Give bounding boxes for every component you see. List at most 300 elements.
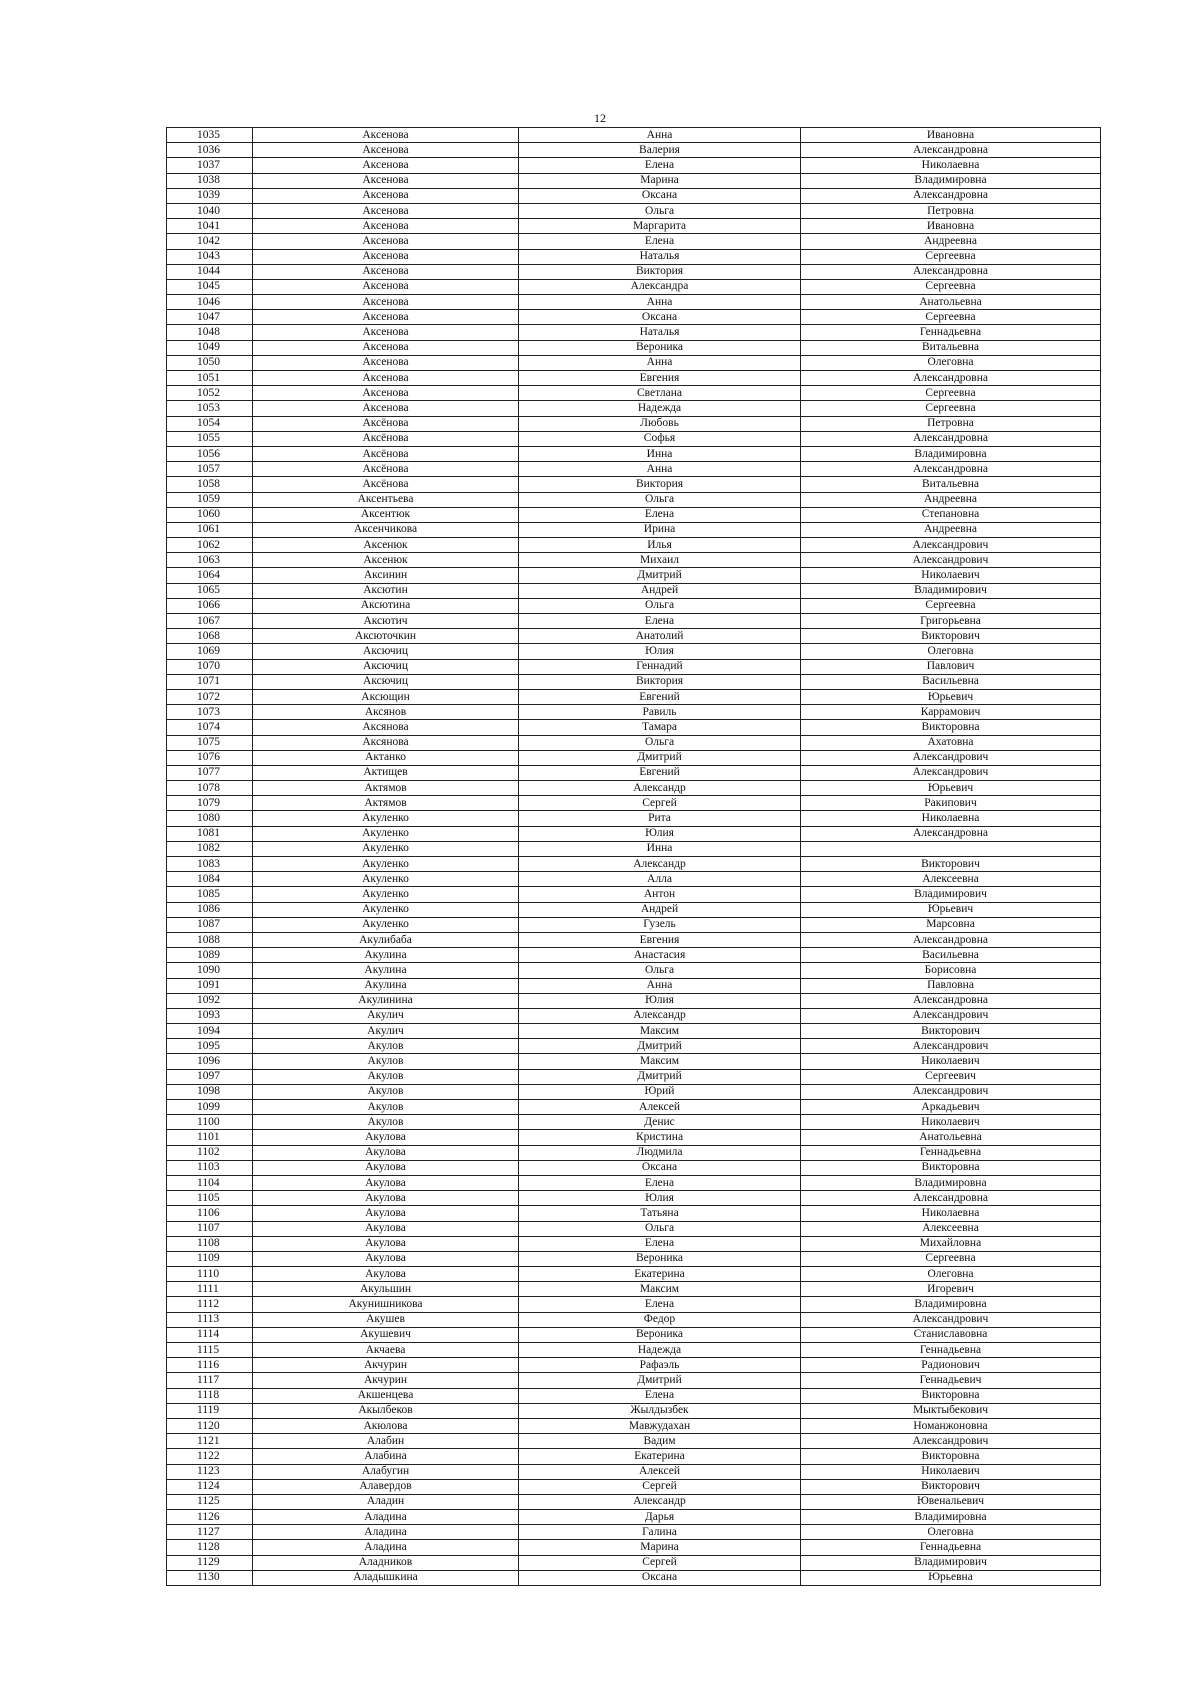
first-name-cell: Елена bbox=[519, 507, 801, 522]
surname-cell: Аладина bbox=[253, 1525, 519, 1540]
row-number-cell: 1128 bbox=[167, 1540, 253, 1555]
table-row bbox=[167, 1191, 1101, 1206]
patronymic-cell: Владимировна bbox=[801, 446, 1101, 461]
first-name-cell: Анна bbox=[519, 295, 801, 310]
surname-cell: Аксютин bbox=[253, 583, 519, 598]
table-row bbox=[167, 188, 1101, 203]
first-name-cell: Дмитрий bbox=[519, 1069, 801, 1084]
patronymic-cell: Андреевна bbox=[801, 492, 1101, 507]
first-name-cell: Инна bbox=[519, 446, 801, 461]
row-number-cell: 1046 bbox=[167, 295, 253, 310]
patronymic-cell: Игоревич bbox=[801, 1282, 1101, 1297]
table-row bbox=[167, 948, 1101, 963]
row-number-cell: 1112 bbox=[167, 1297, 253, 1312]
first-name-cell: Ольга bbox=[519, 735, 801, 750]
table-row bbox=[167, 538, 1101, 553]
surname-cell: Аксенова bbox=[253, 386, 519, 401]
table-row bbox=[167, 1251, 1101, 1266]
row-number-cell: 1127 bbox=[167, 1525, 253, 1540]
surname-cell: Акуленко bbox=[253, 872, 519, 887]
row-number-cell: 1116 bbox=[167, 1358, 253, 1373]
table-row bbox=[167, 963, 1101, 978]
table-row bbox=[167, 431, 1101, 446]
table-row bbox=[167, 1039, 1101, 1054]
patronymic-cell: Викторовна bbox=[801, 1388, 1101, 1403]
first-name-cell: Анастасия bbox=[519, 948, 801, 963]
surname-cell: Алабин bbox=[253, 1434, 519, 1449]
row-number-cell: 1065 bbox=[167, 583, 253, 598]
surname-cell: Акюлова bbox=[253, 1418, 519, 1433]
first-name-cell: Сергей bbox=[519, 1555, 801, 1570]
patronymic-cell: Владимировна bbox=[801, 173, 1101, 188]
row-number-cell: 1035 bbox=[167, 128, 253, 143]
surname-cell: Аксенова bbox=[253, 371, 519, 386]
patronymic-cell: Владимирович bbox=[801, 583, 1101, 598]
table-row bbox=[167, 993, 1101, 1008]
page-number: 12 bbox=[594, 111, 606, 125]
first-name-cell: Рита bbox=[519, 811, 801, 826]
table-row bbox=[167, 750, 1101, 765]
surname-cell: Аксенова bbox=[253, 340, 519, 355]
surname-cell: Акуленко bbox=[253, 826, 519, 841]
first-name-cell: Вероника bbox=[519, 1251, 801, 1266]
name-list-table bbox=[166, 127, 1101, 1586]
row-number-cell: 1059 bbox=[167, 492, 253, 507]
row-number-cell: 1066 bbox=[167, 598, 253, 613]
surname-cell: Акулова bbox=[253, 1175, 519, 1190]
row-number-cell: 1064 bbox=[167, 568, 253, 583]
first-name-cell: Юрий bbox=[519, 1084, 801, 1099]
first-name-cell: Александра bbox=[519, 279, 801, 294]
first-name-cell: Елена bbox=[519, 614, 801, 629]
surname-cell: Аксёнова bbox=[253, 431, 519, 446]
patronymic-cell: Юрьевич bbox=[801, 689, 1101, 704]
surname-cell: Аладников bbox=[253, 1555, 519, 1570]
patronymic-cell: Радионович bbox=[801, 1358, 1101, 1373]
surname-cell: Актанко bbox=[253, 750, 519, 765]
first-name-cell: Алла bbox=[519, 872, 801, 887]
row-number-cell: 1100 bbox=[167, 1115, 253, 1130]
row-number-cell: 1054 bbox=[167, 416, 253, 431]
surname-cell: Аксянова bbox=[253, 720, 519, 735]
surname-cell: Аксенова bbox=[253, 143, 519, 158]
table-row bbox=[167, 781, 1101, 796]
row-number-cell: 1062 bbox=[167, 538, 253, 553]
row-number-cell: 1092 bbox=[167, 993, 253, 1008]
row-number-cell: 1070 bbox=[167, 659, 253, 674]
patronymic-cell: Ахатовна bbox=[801, 735, 1101, 750]
patronymic-cell: Мыктыбекович bbox=[801, 1403, 1101, 1418]
surname-cell: Аксентьева bbox=[253, 492, 519, 507]
first-name-cell: Виктория bbox=[519, 264, 801, 279]
table-row bbox=[167, 887, 1101, 902]
surname-cell: Акулова bbox=[253, 1236, 519, 1251]
row-number-cell: 1111 bbox=[167, 1282, 253, 1297]
first-name-cell: Алексей bbox=[519, 1100, 801, 1115]
first-name-cell: Галина bbox=[519, 1525, 801, 1540]
first-name-cell: Ольга bbox=[519, 492, 801, 507]
table-row bbox=[167, 1312, 1101, 1327]
surname-cell: Аксенова bbox=[253, 249, 519, 264]
first-name-cell: Александр bbox=[519, 1008, 801, 1023]
surname-cell: Аксенова bbox=[253, 279, 519, 294]
patronymic-cell: Викторовна bbox=[801, 1160, 1101, 1175]
first-name-cell: Максим bbox=[519, 1054, 801, 1069]
name-list-body bbox=[167, 128, 1101, 1586]
first-name-cell: Алексей bbox=[519, 1464, 801, 1479]
patronymic-cell: Сергеевна bbox=[801, 279, 1101, 294]
patronymic-cell: Анатольевна bbox=[801, 295, 1101, 310]
table-row bbox=[167, 1175, 1101, 1190]
table-row bbox=[167, 492, 1101, 507]
surname-cell: Акунишникова bbox=[253, 1297, 519, 1312]
table-row bbox=[167, 978, 1101, 993]
patronymic-cell: Викторович bbox=[801, 1479, 1101, 1494]
table-row bbox=[167, 705, 1101, 720]
patronymic-cell: Викторовна bbox=[801, 720, 1101, 735]
table-row bbox=[167, 1434, 1101, 1449]
row-number-cell: 1106 bbox=[167, 1206, 253, 1221]
surname-cell: Акулова bbox=[253, 1191, 519, 1206]
patronymic-cell: Анатольевна bbox=[801, 1130, 1101, 1145]
surname-cell: Аксинин bbox=[253, 568, 519, 583]
patronymic-cell: Андреевна bbox=[801, 234, 1101, 249]
patronymic-cell: Николаевна bbox=[801, 1206, 1101, 1221]
surname-cell: Акулова bbox=[253, 1145, 519, 1160]
row-number-cell: 1109 bbox=[167, 1251, 253, 1266]
row-number-cell: 1089 bbox=[167, 948, 253, 963]
first-name-cell: Ольга bbox=[519, 1221, 801, 1236]
patronymic-cell: Викторовна bbox=[801, 1449, 1101, 1464]
first-name-cell: Наталья bbox=[519, 325, 801, 340]
table-row bbox=[167, 1221, 1101, 1236]
table-row bbox=[167, 1008, 1101, 1023]
first-name-cell: Анна bbox=[519, 978, 801, 993]
surname-cell: Аксенчикова bbox=[253, 522, 519, 537]
patronymic-cell: Сергеевна bbox=[801, 1251, 1101, 1266]
row-number-cell: 1056 bbox=[167, 446, 253, 461]
patronymic-cell: Станиславовна bbox=[801, 1327, 1101, 1342]
row-number-cell: 1036 bbox=[167, 143, 253, 158]
first-name-cell: Юлия bbox=[519, 993, 801, 1008]
table-row bbox=[167, 1069, 1101, 1084]
table-row bbox=[167, 765, 1101, 780]
first-name-cell: Антон bbox=[519, 887, 801, 902]
first-name-cell: Оксана bbox=[519, 188, 801, 203]
first-name-cell: Ольга bbox=[519, 598, 801, 613]
table-row bbox=[167, 340, 1101, 355]
table-row bbox=[167, 1024, 1101, 1039]
patronymic-cell: Александровна bbox=[801, 188, 1101, 203]
patronymic-cell: Николаевич bbox=[801, 568, 1101, 583]
surname-cell: Аксенова bbox=[253, 219, 519, 234]
first-name-cell: Александр bbox=[519, 1494, 801, 1509]
patronymic-cell: Олеговна bbox=[801, 1267, 1101, 1282]
row-number-cell: 1041 bbox=[167, 219, 253, 234]
first-name-cell: Тамара bbox=[519, 720, 801, 735]
patronymic-cell: Александровна bbox=[801, 462, 1101, 477]
patronymic-cell: Ювенальевич bbox=[801, 1494, 1101, 1509]
patronymic-cell: Сергеевна bbox=[801, 598, 1101, 613]
surname-cell: Акулов bbox=[253, 1069, 519, 1084]
patronymic-cell: Викторович bbox=[801, 857, 1101, 872]
first-name-cell: Дмитрий bbox=[519, 1373, 801, 1388]
surname-cell: Акулова bbox=[253, 1130, 519, 1145]
table-row bbox=[167, 234, 1101, 249]
row-number-cell: 1060 bbox=[167, 507, 253, 522]
patronymic-cell: Александрович bbox=[801, 1039, 1101, 1054]
patronymic-cell: Степановна bbox=[801, 507, 1101, 522]
table-row bbox=[167, 173, 1101, 188]
first-name-cell: Валерия bbox=[519, 143, 801, 158]
first-name-cell: Александр bbox=[519, 857, 801, 872]
first-name-cell: Оксана bbox=[519, 310, 801, 325]
row-number-cell: 1096 bbox=[167, 1054, 253, 1069]
first-name-cell: Светлана bbox=[519, 386, 801, 401]
table-row bbox=[167, 796, 1101, 811]
surname-cell: Акулова bbox=[253, 1160, 519, 1175]
row-number-cell: 1071 bbox=[167, 674, 253, 689]
patronymic-cell: Николаевич bbox=[801, 1464, 1101, 1479]
first-name-cell: Оксана bbox=[519, 1160, 801, 1175]
patronymic-cell: Олеговна bbox=[801, 644, 1101, 659]
row-number-cell: 1045 bbox=[167, 279, 253, 294]
first-name-cell: Илья bbox=[519, 538, 801, 553]
patronymic-cell: Александровна bbox=[801, 371, 1101, 386]
surname-cell: Аксючиц bbox=[253, 674, 519, 689]
patronymic-cell: Николаевна bbox=[801, 158, 1101, 173]
table-row bbox=[167, 128, 1101, 143]
first-name-cell: Вадим bbox=[519, 1434, 801, 1449]
first-name-cell: Анна bbox=[519, 128, 801, 143]
first-name-cell: Екатерина bbox=[519, 1267, 801, 1282]
table-row bbox=[167, 1570, 1101, 1585]
table-row bbox=[167, 1403, 1101, 1418]
surname-cell: Алабина bbox=[253, 1449, 519, 1464]
surname-cell: Аксёнова bbox=[253, 462, 519, 477]
surname-cell: Акулибаба bbox=[253, 932, 519, 947]
patronymic-cell: Владимирович bbox=[801, 1555, 1101, 1570]
first-name-cell: Евгения bbox=[519, 932, 801, 947]
patronymic-cell: Николаевич bbox=[801, 1054, 1101, 1069]
table-row bbox=[167, 811, 1101, 826]
table-row bbox=[167, 1525, 1101, 1540]
table-row bbox=[167, 553, 1101, 568]
patronymic-cell: Владимировна bbox=[801, 1297, 1101, 1312]
first-name-cell: Елена bbox=[519, 1236, 801, 1251]
first-name-cell: Оксана bbox=[519, 1570, 801, 1585]
patronymic-cell: Сергеевна bbox=[801, 401, 1101, 416]
row-number-cell: 1110 bbox=[167, 1267, 253, 1282]
patronymic-cell bbox=[801, 841, 1101, 856]
patronymic-cell: Владимировна bbox=[801, 1175, 1101, 1190]
patronymic-cell: Михайловна bbox=[801, 1236, 1101, 1251]
surname-cell: Акулина bbox=[253, 948, 519, 963]
row-number-cell: 1052 bbox=[167, 386, 253, 401]
first-name-cell: Кристина bbox=[519, 1130, 801, 1145]
first-name-cell: Маргарита bbox=[519, 219, 801, 234]
table-row bbox=[167, 264, 1101, 279]
first-name-cell: Геннадий bbox=[519, 659, 801, 674]
table-row bbox=[167, 446, 1101, 461]
table-row bbox=[167, 1282, 1101, 1297]
patronymic-cell: Ивановна bbox=[801, 219, 1101, 234]
table-row bbox=[167, 583, 1101, 598]
surname-cell: Акульшин bbox=[253, 1282, 519, 1297]
row-number-cell: 1102 bbox=[167, 1145, 253, 1160]
first-name-cell: Екатерина bbox=[519, 1449, 801, 1464]
patronymic-cell: Александрович bbox=[801, 538, 1101, 553]
surname-cell: Аксющин bbox=[253, 689, 519, 704]
table-row bbox=[167, 1464, 1101, 1479]
first-name-cell: Вероника bbox=[519, 1327, 801, 1342]
table-row bbox=[167, 1494, 1101, 1509]
row-number-cell: 1063 bbox=[167, 553, 253, 568]
patronymic-cell: Петровна bbox=[801, 203, 1101, 218]
patronymic-cell: Васильевна bbox=[801, 948, 1101, 963]
table-row bbox=[167, 416, 1101, 431]
surname-cell: Акулова bbox=[253, 1251, 519, 1266]
row-number-cell: 1088 bbox=[167, 932, 253, 947]
table-row bbox=[167, 310, 1101, 325]
patronymic-cell: Геннадьевна bbox=[801, 1145, 1101, 1160]
table-row bbox=[167, 614, 1101, 629]
row-number-cell: 1048 bbox=[167, 325, 253, 340]
first-name-cell: Михаил bbox=[519, 553, 801, 568]
table-row bbox=[167, 1540, 1101, 1555]
first-name-cell: Рафаэль bbox=[519, 1358, 801, 1373]
surname-cell: Акчурин bbox=[253, 1358, 519, 1373]
surname-cell: Аксенюк bbox=[253, 538, 519, 553]
row-number-cell: 1038 bbox=[167, 173, 253, 188]
surname-cell: Аксенюк bbox=[253, 553, 519, 568]
row-number-cell: 1095 bbox=[167, 1039, 253, 1054]
table-row bbox=[167, 1054, 1101, 1069]
patronymic-cell: Сергеевна bbox=[801, 310, 1101, 325]
row-number-cell: 1078 bbox=[167, 781, 253, 796]
surname-cell: Актищев bbox=[253, 765, 519, 780]
first-name-cell: Максим bbox=[519, 1282, 801, 1297]
first-name-cell: Дмитрий bbox=[519, 568, 801, 583]
patronymic-cell: Александровна bbox=[801, 993, 1101, 1008]
row-number-cell: 1125 bbox=[167, 1494, 253, 1509]
first-name-cell: Вероника bbox=[519, 340, 801, 355]
row-number-cell: 1123 bbox=[167, 1464, 253, 1479]
first-name-cell: Юлия bbox=[519, 1191, 801, 1206]
surname-cell: Аксенова bbox=[253, 234, 519, 249]
row-number-cell: 1091 bbox=[167, 978, 253, 993]
surname-cell: Акулич bbox=[253, 1008, 519, 1023]
row-number-cell: 1103 bbox=[167, 1160, 253, 1175]
row-number-cell: 1094 bbox=[167, 1024, 253, 1039]
surname-cell: Аксенова bbox=[253, 188, 519, 203]
first-name-cell: Мавжудахан bbox=[519, 1418, 801, 1433]
table-row bbox=[167, 674, 1101, 689]
table-row bbox=[167, 1115, 1101, 1130]
first-name-cell: Дмитрий bbox=[519, 1039, 801, 1054]
patronymic-cell: Борисовна bbox=[801, 963, 1101, 978]
table-row bbox=[167, 371, 1101, 386]
table-row bbox=[167, 1479, 1101, 1494]
first-name-cell: Елена bbox=[519, 1175, 801, 1190]
patronymic-cell: Номанжоновна bbox=[801, 1418, 1101, 1433]
table-row bbox=[167, 477, 1101, 492]
patronymic-cell: Александровна bbox=[801, 143, 1101, 158]
table-row bbox=[167, 1084, 1101, 1099]
row-number-cell: 1067 bbox=[167, 614, 253, 629]
first-name-cell: Евгения bbox=[519, 371, 801, 386]
row-number-cell: 1044 bbox=[167, 264, 253, 279]
table-row bbox=[167, 355, 1101, 370]
first-name-cell: Елена bbox=[519, 1388, 801, 1403]
row-number-cell: 1120 bbox=[167, 1418, 253, 1433]
first-name-cell: Гузель bbox=[519, 917, 801, 932]
table-row bbox=[167, 932, 1101, 947]
surname-cell: Аладышкина bbox=[253, 1570, 519, 1585]
surname-cell: Аксенова bbox=[253, 355, 519, 370]
patronymic-cell: Викторович bbox=[801, 629, 1101, 644]
row-number-cell: 1072 bbox=[167, 689, 253, 704]
patronymic-cell: Александрович bbox=[801, 553, 1101, 568]
row-number-cell: 1055 bbox=[167, 431, 253, 446]
table-row bbox=[167, 629, 1101, 644]
patronymic-cell: Геннадьевна bbox=[801, 1343, 1101, 1358]
surname-cell: Аксянова bbox=[253, 735, 519, 750]
surname-cell: Аксючиц bbox=[253, 659, 519, 674]
table-row bbox=[167, 1206, 1101, 1221]
row-number-cell: 1042 bbox=[167, 234, 253, 249]
table-row bbox=[167, 1373, 1101, 1388]
surname-cell: Акулов bbox=[253, 1115, 519, 1130]
row-number-cell: 1051 bbox=[167, 371, 253, 386]
surname-cell: Акулов bbox=[253, 1100, 519, 1115]
surname-cell: Акшенцева bbox=[253, 1388, 519, 1403]
surname-cell: Актямов bbox=[253, 781, 519, 796]
row-number-cell: 1098 bbox=[167, 1084, 253, 1099]
surname-cell: Акулов bbox=[253, 1039, 519, 1054]
surname-cell: Акулина bbox=[253, 978, 519, 993]
row-number-cell: 1108 bbox=[167, 1236, 253, 1251]
row-number-cell: 1040 bbox=[167, 203, 253, 218]
patronymic-cell: Геннадьевна bbox=[801, 1540, 1101, 1555]
surname-cell: Аксёнова bbox=[253, 446, 519, 461]
first-name-cell: Анна bbox=[519, 355, 801, 370]
table-row bbox=[167, 386, 1101, 401]
surname-cell: Аксенова bbox=[253, 203, 519, 218]
first-name-cell: Инна bbox=[519, 841, 801, 856]
patronymic-cell: Сергеевна bbox=[801, 386, 1101, 401]
patronymic-cell: Александровна bbox=[801, 932, 1101, 947]
row-number-cell: 1061 bbox=[167, 522, 253, 537]
row-number-cell: 1049 bbox=[167, 340, 253, 355]
surname-cell: Акулинина bbox=[253, 993, 519, 1008]
table-row bbox=[167, 522, 1101, 537]
first-name-cell: Александр bbox=[519, 781, 801, 796]
table-row bbox=[167, 1160, 1101, 1175]
table-row bbox=[167, 158, 1101, 173]
patronymic-cell: Олеговна bbox=[801, 355, 1101, 370]
first-name-cell: Марина bbox=[519, 173, 801, 188]
table-row bbox=[167, 1449, 1101, 1464]
row-number-cell: 1074 bbox=[167, 720, 253, 735]
row-number-cell: 1101 bbox=[167, 1130, 253, 1145]
patronymic-cell: Ивановна bbox=[801, 128, 1101, 143]
row-number-cell: 1093 bbox=[167, 1008, 253, 1023]
surname-cell: Акушев bbox=[253, 1312, 519, 1327]
first-name-cell: Анна bbox=[519, 462, 801, 477]
table-row bbox=[167, 1267, 1101, 1282]
table-row bbox=[167, 1130, 1101, 1145]
